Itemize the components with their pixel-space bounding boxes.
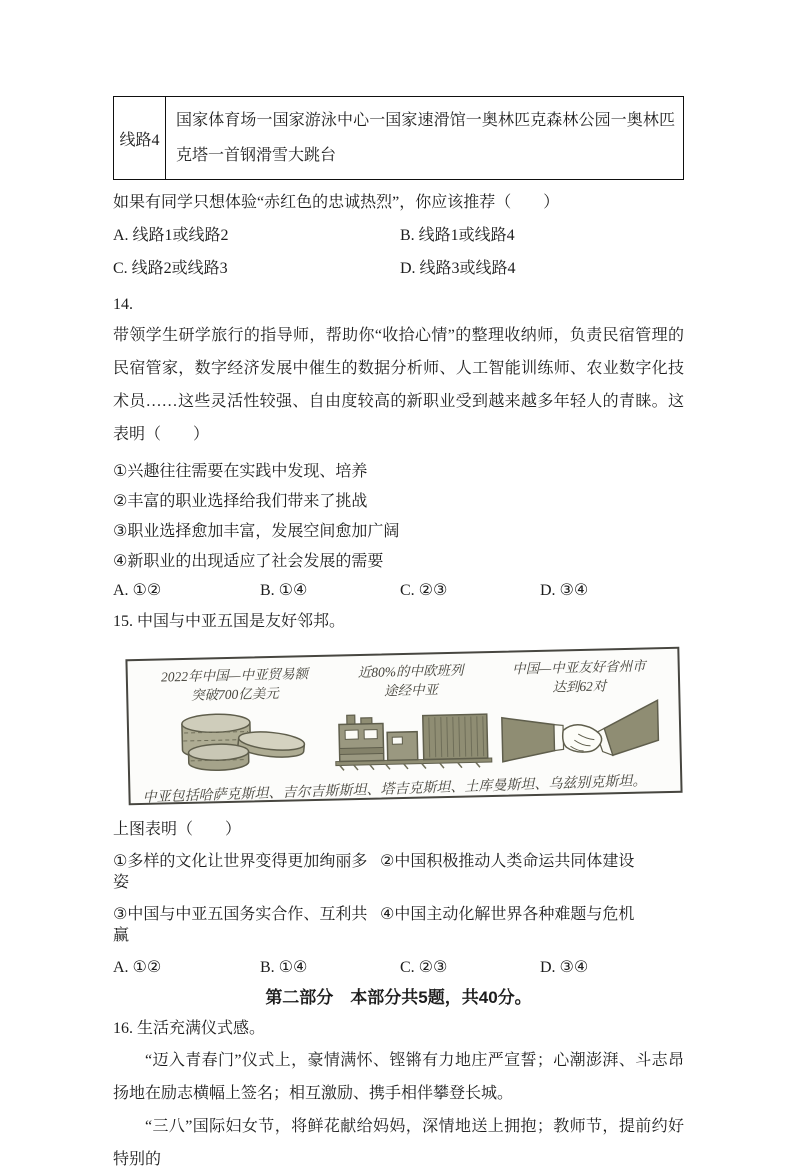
q15-figure <box>113 647 684 805</box>
q13-option-d: D. 线路3或线路4 <box>400 260 516 277</box>
q16-paragraph-2: “三八”国际妇女节，将鲜花献给妈妈，深情地送上拥抱；教师节，提前约好特别的 <box>113 1118 684 1168</box>
q15-items-row-2 <box>113 904 684 946</box>
q15-option-b: B. ①④ <box>260 959 308 976</box>
q14-options-row <box>113 581 684 601</box>
route-table-label: 线路4 <box>114 97 166 180</box>
q14-item-3: ③职业选择愈加丰富，发展空间愈加广阔 <box>113 523 400 540</box>
coins-icon <box>141 706 332 781</box>
q15-option-c: C. ②③ <box>400 959 448 976</box>
q15-figure-panels <box>140 656 668 781</box>
q15-option-a: A. ①② <box>113 959 162 976</box>
q15-figure-box <box>125 647 682 806</box>
q15-stem: 15. 中国与中亚五国是友好邻邦。 <box>113 613 346 630</box>
figure-panel-friendship <box>492 656 668 773</box>
handshake-icon <box>493 698 668 773</box>
q14-stem: 带领学生研学旅行的指导师，帮助你“收拾心情”的整理收纳师，负责民宿管理的民宿管家，数字经济发展中催生的数据分析师、人工智能训练师、农业数字化技术员……这些灵活性较强、自由度较高的新职业受到越来越多年轻人的青睐。这表明（ ） <box>113 327 684 443</box>
q13-options-row-2 <box>113 259 684 279</box>
route-table-content: 国家体育场一国家游泳中心一国家速滑馆一奥林匹克森林公园一奥林匹克塔一首钢滑雪大跳台 <box>166 97 684 180</box>
q14-items <box>113 457 684 577</box>
q13-option-c: C. 线路2或线路3 <box>113 260 228 277</box>
q15-prompt: 上图表明（ ） <box>113 821 242 838</box>
q14-item-1: ①兴趣往往需要在实践中发现、培养 <box>113 463 368 480</box>
panel-rail-caption-line2: 途经中亚 <box>383 682 439 699</box>
q16-paragraph-1: “迈入青春门”仪式上，豪情满怀、铿锵有力地庄严宣誓；心潮澎湃、斗志昂扬地在励志横幅上签名；相互激励、携手相伴攀登长城。 <box>113 1052 684 1102</box>
q15-item-2: ②中国积极推动人类命运共同体建设 <box>380 853 635 870</box>
figure-panel-trade <box>140 664 332 781</box>
panel-friendship-caption-line1: 中国—中亚友好省州市 <box>512 658 646 677</box>
panel-friendship-caption-line2: 达到62对 <box>552 678 607 695</box>
panel-trade-caption-line1: 2022年中国—中亚贸易额 <box>160 666 309 685</box>
q15-item-1: ①多样的文化让世界变得更加绚丽多姿 <box>113 853 368 891</box>
q15-item-3: ③中国与中亚五国务实合作、互利共赢 <box>113 906 368 944</box>
q13-option-a: A. 线路1或线路2 <box>113 227 229 244</box>
q15-options-row <box>113 958 684 978</box>
q14-item-2: ②丰富的职业选择给我们带来了挑战 <box>113 493 368 510</box>
q13-option-b: B. 线路1或线路4 <box>400 227 515 244</box>
route-table <box>113 96 684 180</box>
q13-stem: 如果有同学只想体验“赤红色的忠诚热烈”，你应该推荐（ ） <box>113 194 560 211</box>
train-icon <box>333 702 492 777</box>
q14-option-b: B. ①④ <box>260 582 308 599</box>
panel-trade-caption-line2: 突破700亿美元 <box>190 685 279 703</box>
q14-item-4: ④新职业的出现适应了社会发展的需要 <box>113 553 384 570</box>
panel-rail-caption-line1: 近80%的中欧班列 <box>357 662 464 681</box>
route-table-row <box>114 97 684 180</box>
q14-number: 14. <box>113 296 133 313</box>
page-content <box>113 96 684 1176</box>
q14-option-d: D. ③④ <box>540 582 589 599</box>
part2-heading: 第二部分 本部分共5题，共40分。 <box>265 988 532 1007</box>
q14-option-a: A. ①② <box>113 582 162 599</box>
q15-item-4: ④中国主动化解世界各种难题与危机 <box>380 906 635 923</box>
q13-options-row-1 <box>113 226 684 246</box>
figure-note: 中亚包括哈萨克斯坦、吉尔吉斯斯坦、塔吉克斯坦、土库曼斯坦、乌兹别克斯坦。 <box>142 773 647 806</box>
q14-option-c: C. ②③ <box>400 582 448 599</box>
q15-items-row-1 <box>113 851 684 893</box>
q16-stem: 16. 生活充满仪式感。 <box>113 1020 266 1037</box>
q15-option-d: D. ③④ <box>540 959 589 976</box>
figure-panel-rail <box>332 660 492 777</box>
